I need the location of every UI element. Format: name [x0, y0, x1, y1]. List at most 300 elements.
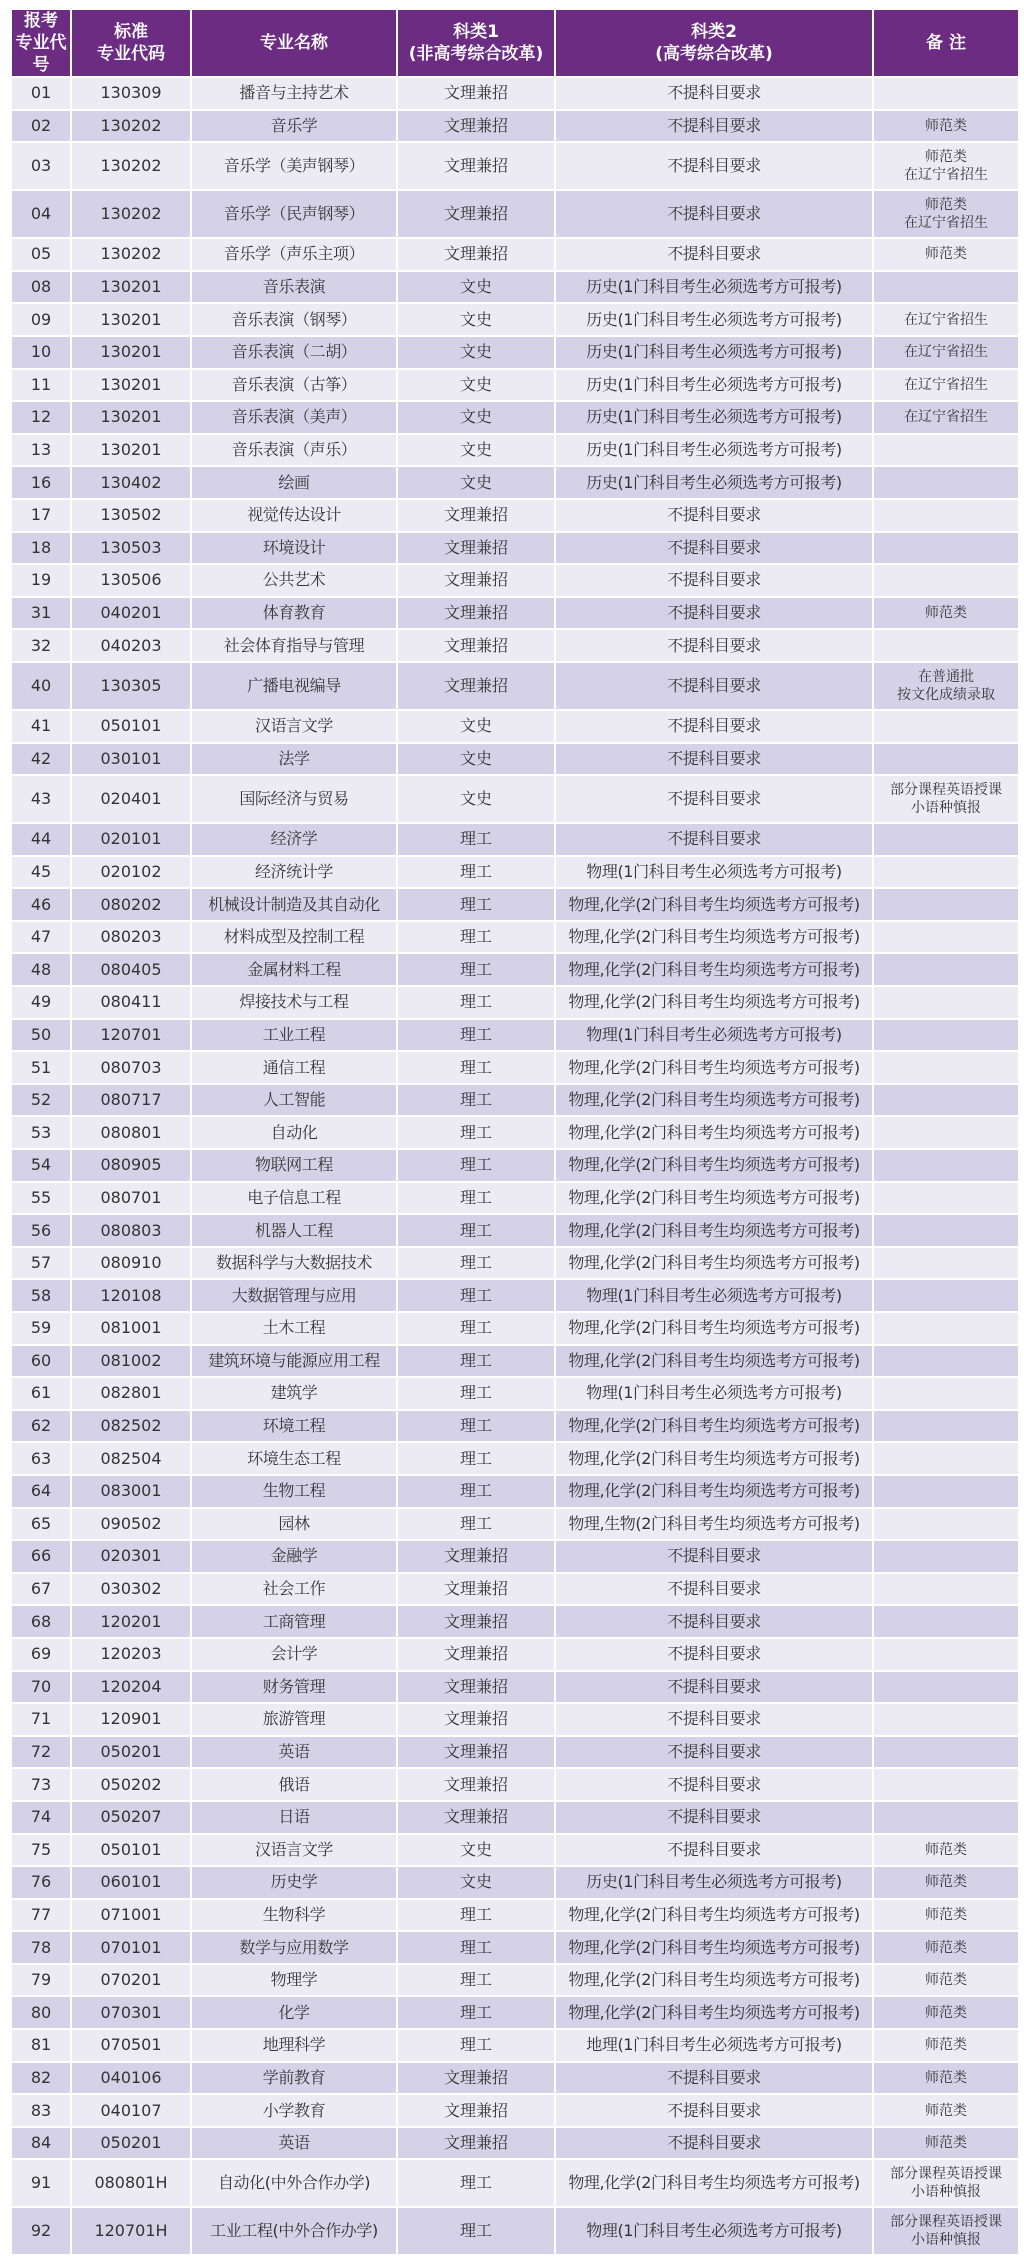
table-row: [11, 986, 1019, 1019]
cell-category-1: 文史: [397, 401, 555, 434]
cell-category-1: 文理兼招: [397, 597, 555, 630]
cell-remarks: [873, 1834, 1019, 1867]
cell-exam-code: 72: [11, 1736, 71, 1769]
table-row: [11, 2207, 1019, 2255]
cell-category-2: 物理,化学(2门科目考生均须选考方可报考): [555, 1442, 873, 1475]
cell-category-2: 物理,化学(2门科目考生均须选考方可报考): [555, 1410, 873, 1443]
cell-exam-code: 48: [11, 953, 71, 986]
cell-category-2: 历史(1门科目考生必须选考方可报考): [555, 369, 873, 402]
cell-remarks: [873, 1899, 1019, 1932]
table-row: [11, 743, 1019, 776]
cell-major-name: 金属材料工程: [191, 953, 397, 986]
cell-standard-code: 020301: [71, 1540, 191, 1573]
cell-exam-code: 08: [11, 271, 71, 304]
cell-category-2: 不提科目要求: [555, 1638, 873, 1671]
cell-category-2: 物理,化学(2门科目考生均须选考方可报考): [555, 1931, 873, 1964]
cell-category-1: 理工: [397, 1899, 555, 1932]
cell-category-1: 文理兼招: [397, 499, 555, 532]
cell-standard-code: 080801H: [71, 2159, 191, 2207]
cell-category-1: 理工: [397, 1345, 555, 1378]
table-row: [11, 823, 1019, 856]
cell-remarks: [873, 1931, 1019, 1964]
cell-major-name: 生物科学: [191, 1899, 397, 1932]
remark-line: 师范类: [925, 2135, 967, 2152]
table-row: [11, 1834, 1019, 1867]
header-row: [11, 9, 1019, 77]
cell-standard-code: 081002: [71, 1345, 191, 1378]
cell-remarks: [873, 1703, 1019, 1736]
cell-exam-code: 49: [11, 986, 71, 1019]
cell-major-name: 自动化: [191, 1116, 397, 1149]
cell-major-name: 数据科学与大数据技术: [191, 1247, 397, 1280]
cell-remarks: [873, 1312, 1019, 1345]
cell-exam-code: 68: [11, 1605, 71, 1638]
cell-exam-code: 03: [11, 142, 71, 190]
cell-remarks: [873, 1801, 1019, 1834]
table-row: [11, 921, 1019, 954]
remark-line: 在辽宁省招生: [904, 215, 988, 232]
cell-category-1: 理工: [397, 1051, 555, 1084]
cell-standard-code: 020101: [71, 823, 191, 856]
cell-major-name: 历史学: [191, 1866, 397, 1899]
cell-category-2: 不提科目要求: [555, 1605, 873, 1638]
cell-exam-code: 60: [11, 1345, 71, 1378]
cell-standard-code: 070301: [71, 1996, 191, 2029]
table-row: [11, 2094, 1019, 2127]
cell-category-1: 理工: [397, 953, 555, 986]
cell-category-2: 不提科目要求: [555, 110, 873, 143]
table-row: [11, 1247, 1019, 1280]
cell-exam-code: 62: [11, 1410, 71, 1443]
cell-remarks: [873, 1214, 1019, 1247]
cell-category-2: 不提科目要求: [555, 1573, 873, 1606]
cell-standard-code: 082502: [71, 1410, 191, 1443]
cell-category-2: 物理,化学(2门科目考生均须选考方可报考): [555, 1312, 873, 1345]
cell-standard-code: 070501: [71, 2029, 191, 2062]
cell-remarks: [873, 953, 1019, 986]
cell-major-name: 法学: [191, 743, 397, 776]
cell-remarks: [873, 2029, 1019, 2062]
cell-category-2: 不提科目要求: [555, 190, 873, 238]
cell-category-1: 文史: [397, 710, 555, 743]
cell-category-2: 物理,化学(2门科目考生均须选考方可报考): [555, 921, 873, 954]
cell-major-name: 建筑环境与能源应用工程: [191, 1345, 397, 1378]
cell-major-name: 生物工程: [191, 1475, 397, 1508]
table-row: [11, 1638, 1019, 1671]
cell-category-2: 物理,化学(2门科目考生均须选考方可报考): [555, 1899, 873, 1932]
cell-remarks: [873, 1442, 1019, 1475]
cell-exam-code: 82: [11, 2062, 71, 2095]
cell-category-2: 不提科目要求: [555, 743, 873, 776]
cell-exam-code: 11: [11, 369, 71, 402]
cell-category-1: 文理兼招: [397, 1703, 555, 1736]
cell-major-name: 音乐表演（声乐）: [191, 434, 397, 467]
cell-category-2: 不提科目要求: [555, 1540, 873, 1573]
cell-category-1: 理工: [397, 986, 555, 1019]
cell-remarks: [873, 2094, 1019, 2127]
cell-category-1: 文史: [397, 369, 555, 402]
cell-major-name: 学前教育: [191, 2062, 397, 2095]
cell-category-1: 文理兼招: [397, 1638, 555, 1671]
table-row: [11, 1377, 1019, 1410]
remark-line: 在普通批: [918, 668, 974, 685]
cell-category-2: 物理,化学(2门科目考生均须选考方可报考): [555, 1964, 873, 1997]
remark-line: 师范类: [925, 117, 967, 134]
remark-line: 师范类: [925, 149, 967, 166]
cell-standard-code: 080717: [71, 1084, 191, 1117]
cell-category-2: 物理,化学(2门科目考生均须选考方可报考): [555, 1116, 873, 1149]
cell-category-1: 文理兼招: [397, 662, 555, 710]
table-row: [11, 1149, 1019, 1182]
table-row: [11, 564, 1019, 597]
cell-exam-code: 13: [11, 434, 71, 467]
cell-standard-code: 130201: [71, 336, 191, 369]
cell-category-2: 物理(1门科目考生必须选考方可报考): [555, 856, 873, 889]
cell-standard-code: 060101: [71, 1866, 191, 1899]
table-row: [11, 1768, 1019, 1801]
cell-standard-code: 040106: [71, 2062, 191, 2095]
cell-standard-code: 070101: [71, 1931, 191, 1964]
cell-category-1: 文理兼招: [397, 190, 555, 238]
cell-standard-code: 040201: [71, 597, 191, 630]
cell-exam-code: 58: [11, 1279, 71, 1312]
cell-remarks: [873, 1410, 1019, 1443]
cell-major-name: 国际经济与贸易: [191, 775, 397, 823]
cell-major-name: 经济统计学: [191, 856, 397, 889]
cell-major-name: 音乐表演: [191, 271, 397, 304]
cell-standard-code: 082504: [71, 1442, 191, 1475]
cell-major-name: 数学与应用数学: [191, 1931, 397, 1964]
cell-standard-code: 040107: [71, 2094, 191, 2127]
remark-line: 部分课程英语授课: [890, 782, 1002, 799]
cell-exam-code: 31: [11, 597, 71, 630]
table-row: [11, 1345, 1019, 1378]
table-row: [11, 856, 1019, 889]
header-category-2: 科类2 (高考综合改革): [555, 9, 873, 77]
cell-standard-code: 130201: [71, 271, 191, 304]
cell-exam-code: 64: [11, 1475, 71, 1508]
cell-major-name: 化学: [191, 1996, 397, 2029]
cell-remarks: [873, 110, 1019, 143]
remark-line: 在辽宁省招生: [904, 311, 988, 328]
cell-standard-code: 130402: [71, 466, 191, 499]
cell-standard-code: 050207: [71, 1801, 191, 1834]
cell-category-1: 理工: [397, 1116, 555, 1149]
cell-category-1: 理工: [397, 1214, 555, 1247]
cell-category-2: 历史(1门科目考生必须选考方可报考): [555, 271, 873, 304]
cell-exam-code: 01: [11, 77, 71, 110]
cell-remarks: [873, 1736, 1019, 1769]
remark-line: 部分课程英语授课: [890, 2214, 1002, 2231]
cell-major-name: 材料成型及控制工程: [191, 921, 397, 954]
cell-major-name: 机械设计制造及其自动化: [191, 888, 397, 921]
cell-standard-code: 130202: [71, 190, 191, 238]
cell-exam-code: 71: [11, 1703, 71, 1736]
cell-exam-code: 17: [11, 499, 71, 532]
cell-category-1: 文史: [397, 466, 555, 499]
cell-exam-code: 75: [11, 1834, 71, 1867]
cell-exam-code: 19: [11, 564, 71, 597]
table-row: [11, 662, 1019, 710]
cell-standard-code: 050201: [71, 2127, 191, 2160]
cell-remarks: [873, 662, 1019, 710]
cell-remarks: [873, 77, 1019, 110]
cell-major-name: 英语: [191, 2127, 397, 2160]
cell-remarks: [873, 466, 1019, 499]
table-row: [11, 710, 1019, 743]
header-exam-code: 报考 专业代号: [11, 9, 71, 77]
cell-category-1: 文理兼招: [397, 2062, 555, 2095]
cell-major-name: 日语: [191, 1801, 397, 1834]
cell-standard-code: 080910: [71, 1247, 191, 1280]
cell-remarks: [873, 743, 1019, 776]
cell-exam-code: 65: [11, 1508, 71, 1541]
table-row: [11, 597, 1019, 630]
cell-category-2: 物理,化学(2门科目考生均须选考方可报考): [555, 1084, 873, 1117]
remark-line: 师范类: [925, 246, 967, 263]
cell-category-1: 理工: [397, 1247, 555, 1280]
cell-category-2: 物理,化学(2门科目考生均须选考方可报考): [555, 2159, 873, 2207]
cell-category-1: 理工: [397, 2159, 555, 2207]
cell-exam-code: 74: [11, 1801, 71, 1834]
cell-exam-code: 57: [11, 1247, 71, 1280]
cell-standard-code: 070201: [71, 1964, 191, 1997]
cell-major-name: 汉语言文学: [191, 1834, 397, 1867]
cell-category-2: 不提科目要求: [555, 2094, 873, 2127]
cell-standard-code: 080701: [71, 1182, 191, 1215]
cell-category-1: 理工: [397, 2029, 555, 2062]
cell-exam-code: 09: [11, 303, 71, 336]
table-row: [11, 1214, 1019, 1247]
cell-category-1: 理工: [397, 1996, 555, 2029]
cell-remarks: [873, 921, 1019, 954]
cell-standard-code: 080411: [71, 986, 191, 1019]
remark-line: 在辽宁省招生: [904, 376, 988, 393]
table-row: [11, 1671, 1019, 1704]
cell-category-2: 物理(1门科目考生必须选考方可报考): [555, 1377, 873, 1410]
cell-category-2: 历史(1门科目考生必须选考方可报考): [555, 1866, 873, 1899]
cell-category-2: 物理,化学(2门科目考生均须选考方可报考): [555, 1051, 873, 1084]
table-row: [11, 532, 1019, 565]
cell-remarks: [873, 1866, 1019, 1899]
cell-standard-code: 050101: [71, 1834, 191, 1867]
cell-standard-code: 050101: [71, 710, 191, 743]
cell-exam-code: 73: [11, 1768, 71, 1801]
cell-standard-code: 130506: [71, 564, 191, 597]
cell-standard-code: 130201: [71, 401, 191, 434]
cell-category-2: 物理,化学(2门科目考生均须选考方可报考): [555, 1247, 873, 1280]
cell-category-1: 文史: [397, 303, 555, 336]
cell-exam-code: 80: [11, 1996, 71, 2029]
cell-major-name: 音乐学（民声钢琴）: [191, 190, 397, 238]
table-row: [11, 1996, 1019, 2029]
cell-major-name: 音乐表演（钢琴）: [191, 303, 397, 336]
header-category-1: 科类1 (非高考综合改革): [397, 9, 555, 77]
cell-remarks: [873, 1508, 1019, 1541]
cell-standard-code: 080803: [71, 1214, 191, 1247]
cell-standard-code: 120901: [71, 1703, 191, 1736]
cell-major-name: 环境生态工程: [191, 1442, 397, 1475]
cell-remarks: [873, 271, 1019, 304]
cell-remarks: [873, 888, 1019, 921]
remark-line: 师范类: [925, 2069, 967, 2086]
cell-major-name: 人工智能: [191, 1084, 397, 1117]
table-row: [11, 2029, 1019, 2062]
cell-category-1: 理工: [397, 1279, 555, 1312]
remark-line: 师范类: [925, 1874, 967, 1891]
cell-remarks: [873, 1671, 1019, 1704]
table-row: [11, 1801, 1019, 1834]
cell-remarks: [873, 1964, 1019, 1997]
cell-exam-code: 02: [11, 110, 71, 143]
cell-standard-code: 080703: [71, 1051, 191, 1084]
table-row: [11, 369, 1019, 402]
cell-remarks: [873, 1768, 1019, 1801]
cell-exam-code: 78: [11, 1931, 71, 1964]
table-row: [11, 1899, 1019, 1932]
cell-exam-code: 67: [11, 1573, 71, 1606]
cell-category-2: 不提科目要求: [555, 2127, 873, 2160]
cell-major-name: 工业工程: [191, 1019, 397, 1052]
cell-category-1: 理工: [397, 1475, 555, 1508]
cell-remarks: [873, 1182, 1019, 1215]
cell-category-2: 不提科目要求: [555, 1671, 873, 1704]
cell-category-1: 文理兼招: [397, 2094, 555, 2127]
cell-standard-code: 081001: [71, 1312, 191, 1345]
cell-exam-code: 32: [11, 629, 71, 662]
cell-category-1: 理工: [397, 1149, 555, 1182]
remark-line: 师范类: [925, 1972, 967, 1989]
cell-category-2: 物理,化学(2门科目考生均须选考方可报考): [555, 1214, 873, 1247]
cell-category-2: 不提科目要求: [555, 823, 873, 856]
table-row: [11, 1051, 1019, 1084]
cell-major-name: 自动化(中外合作办学): [191, 2159, 397, 2207]
cell-remarks: [873, 1084, 1019, 1117]
remark-line: 师范类: [925, 605, 967, 622]
cell-exam-code: 79: [11, 1964, 71, 1997]
cell-standard-code: 050202: [71, 1768, 191, 1801]
cell-standard-code: 120701H: [71, 2207, 191, 2255]
cell-remarks: [873, 1279, 1019, 1312]
cell-category-1: 文理兼招: [397, 629, 555, 662]
header-remarks: 备 注: [873, 9, 1019, 77]
cell-category-2: 不提科目要求: [555, 775, 873, 823]
cell-exam-code: 47: [11, 921, 71, 954]
cell-category-2: 不提科目要求: [555, 710, 873, 743]
cell-category-2: 不提科目要求: [555, 564, 873, 597]
table-row: [11, 110, 1019, 143]
cell-category-1: 文理兼招: [397, 2127, 555, 2160]
cell-major-name: 地理科学: [191, 2029, 397, 2062]
table-row: [11, 1312, 1019, 1345]
cell-exam-code: 91: [11, 2159, 71, 2207]
cell-remarks: [873, 238, 1019, 271]
table-row: [11, 1116, 1019, 1149]
cell-remarks: [873, 1573, 1019, 1606]
cell-major-name: 社会体育指导与管理: [191, 629, 397, 662]
cell-category-2: 物理,化学(2门科目考生均须选考方可报考): [555, 1996, 873, 2029]
remark-line: 师范类: [925, 1841, 967, 1858]
cell-category-1: 理工: [397, 856, 555, 889]
table-row: [11, 1605, 1019, 1638]
remark-line: 小语种慎报: [911, 800, 981, 817]
cell-remarks: [873, 2159, 1019, 2207]
cell-standard-code: 130201: [71, 434, 191, 467]
cell-category-2: 物理(1门科目考生必须选考方可报考): [555, 1019, 873, 1052]
remark-line: 在辽宁省招生: [904, 344, 988, 361]
cell-category-2: 物理,化学(2门科目考生均须选考方可报考): [555, 986, 873, 1019]
cell-standard-code: 130503: [71, 532, 191, 565]
cell-category-2: 不提科目要求: [555, 77, 873, 110]
table-row: [11, 466, 1019, 499]
cell-category-1: 理工: [397, 823, 555, 856]
cell-major-name: 机器人工程: [191, 1214, 397, 1247]
cell-category-2: 历史(1门科目考生必须选考方可报考): [555, 401, 873, 434]
table-row: [11, 1084, 1019, 1117]
cell-category-1: 文史: [397, 271, 555, 304]
cell-category-1: 文史: [397, 434, 555, 467]
remark-line: 师范类: [925, 2037, 967, 2054]
cell-category-2: 不提科目要求: [555, 629, 873, 662]
remark-line: 师范类: [925, 1906, 967, 1923]
table-row: [11, 303, 1019, 336]
cell-exam-code: 66: [11, 1540, 71, 1573]
cell-category-2: 物理,化学(2门科目考生均须选考方可报考): [555, 1345, 873, 1378]
table-row: [11, 77, 1019, 110]
remark-line: 在辽宁省招生: [904, 409, 988, 426]
cell-category-1: 理工: [397, 1377, 555, 1410]
cell-remarks: [873, 336, 1019, 369]
cell-remarks: [873, 1345, 1019, 1378]
cell-major-name: 财务管理: [191, 1671, 397, 1704]
cell-standard-code: 130305: [71, 662, 191, 710]
cell-standard-code: 130201: [71, 303, 191, 336]
cell-category-1: 理工: [397, 1508, 555, 1541]
cell-remarks: [873, 1377, 1019, 1410]
table-row: [11, 1964, 1019, 1997]
cell-exam-code: 53: [11, 1116, 71, 1149]
cell-remarks: [873, 564, 1019, 597]
cell-standard-code: 030101: [71, 743, 191, 776]
table-row: [11, 1703, 1019, 1736]
cell-exam-code: 16: [11, 466, 71, 499]
table-row: [11, 499, 1019, 532]
table-row: [11, 1279, 1019, 1312]
major-admissions-table: [10, 8, 1020, 2256]
cell-remarks: [873, 1116, 1019, 1149]
cell-standard-code: 120201: [71, 1605, 191, 1638]
cell-category-2: 历史(1门科目考生必须选考方可报考): [555, 434, 873, 467]
cell-category-2: 不提科目要求: [555, 142, 873, 190]
cell-exam-code: 12: [11, 401, 71, 434]
cell-standard-code: 080405: [71, 953, 191, 986]
table-row: [11, 629, 1019, 662]
cell-standard-code: 050201: [71, 1736, 191, 1769]
cell-category-1: 文理兼招: [397, 1573, 555, 1606]
remark-line: 师范类: [925, 197, 967, 214]
table-row: [11, 1866, 1019, 1899]
cell-remarks: [873, 1605, 1019, 1638]
cell-remarks: [873, 434, 1019, 467]
cell-major-name: 社会工作: [191, 1573, 397, 1606]
cell-remarks: [873, 401, 1019, 434]
cell-category-1: 文史: [397, 743, 555, 776]
cell-remarks: [873, 532, 1019, 565]
cell-major-name: 旅游管理: [191, 1703, 397, 1736]
remark-line: 师范类: [925, 1939, 967, 1956]
remark-line: 师范类: [925, 2102, 967, 2119]
remark-line: 师范类: [925, 2004, 967, 2021]
